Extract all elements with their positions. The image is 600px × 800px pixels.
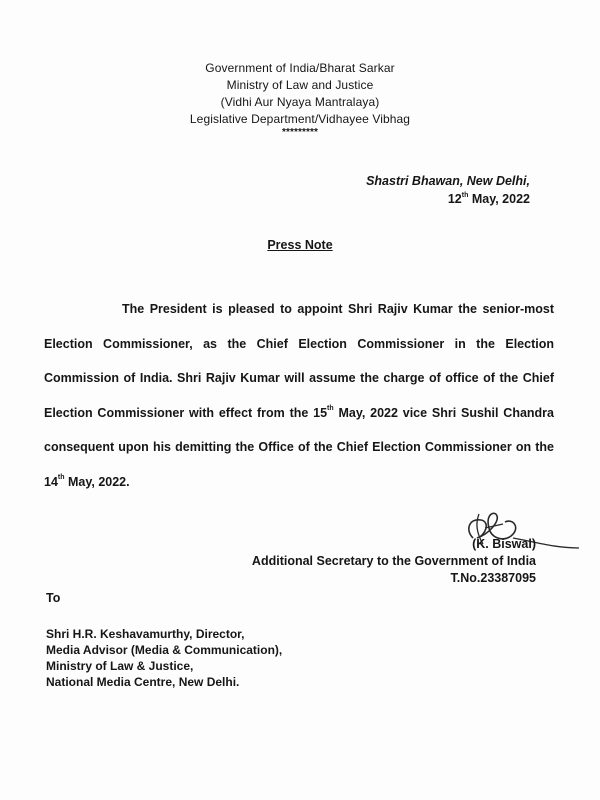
letterhead-ministry-hindi: (Vidhi Aur Nyaya Mantralaya) bbox=[220, 95, 380, 109]
address-line: Ministry of Law & Justice, bbox=[46, 659, 194, 673]
body-paragraph: The President is pleased to appoint Shri Rajiv Kumar the senior-most Election Commissioner, as the Chief Election Commissioner in the Election Commission of India. Shri Rajiv Kumar will assume the charge of office of the Chief Election Commissioner with effect from the 15th May, 2022 vice Shri Sushil Chandra consequent upon his demitting the Office of the Chief Election Commissioner on the 14th May, 2022. bbox=[44, 302, 554, 489]
letterhead-separator: ********* bbox=[282, 127, 318, 138]
address-line: Shri H.R. Keshavamurthy, Director, bbox=[46, 627, 245, 641]
letterhead-department: Legislative Department/Vidhayee Vibhag bbox=[189, 112, 411, 126]
recipient-address bbox=[46, 626, 282, 690]
letterhead bbox=[0, 60, 600, 138]
to-label: To bbox=[46, 591, 61, 605]
place-location: Shastri Bhawan, New Delhi, bbox=[366, 174, 530, 188]
document-title: Press Note bbox=[267, 238, 333, 252]
press-note-body bbox=[44, 292, 554, 499]
address-line: Media Advisor (Media & Communication), bbox=[46, 643, 283, 657]
issue-date: 12th May, 2022 bbox=[447, 191, 530, 206]
place-and-date bbox=[366, 172, 530, 208]
signatory-designation: Additional Secretary to the Government of India bbox=[251, 554, 536, 568]
letterhead-ministry: Ministry of Law and Justice bbox=[226, 78, 374, 92]
signatory-telephone: T.No.23387095 bbox=[450, 571, 536, 585]
signatory-block bbox=[252, 536, 536, 587]
letterhead-government: Government of India/Bharat Sarkar bbox=[205, 61, 395, 75]
signatory-name: (K. Biswal) bbox=[472, 537, 536, 551]
address-line: National Media Centre, New Delhi. bbox=[46, 675, 240, 689]
